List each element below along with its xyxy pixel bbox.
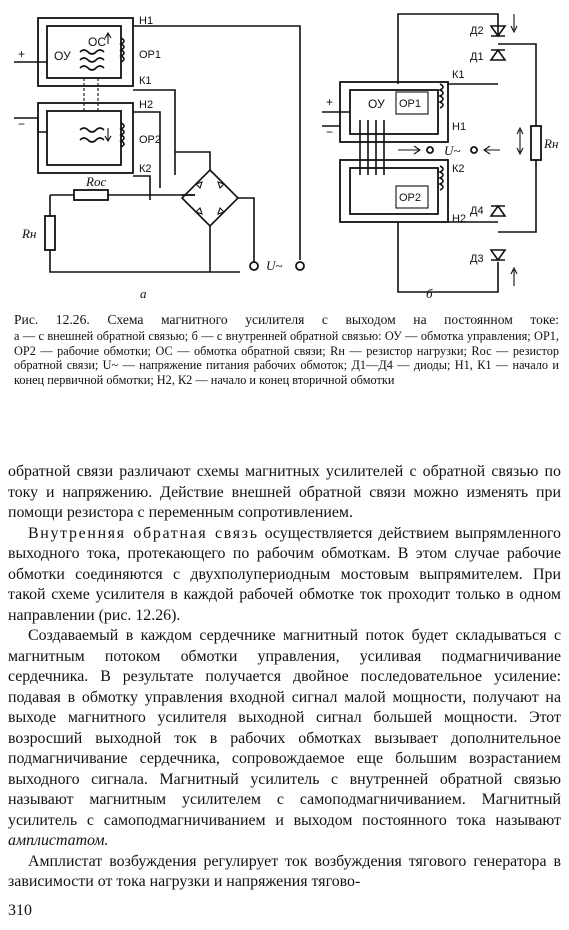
label-op2-a: ОР2 bbox=[139, 134, 162, 146]
circuit-diagrams bbox=[0, 0, 569, 310]
caption-lead: Рис. 12.26. Схема магнитного усилителя с выходом на постоянном токе: bbox=[14, 312, 559, 327]
input-minus-b: − bbox=[326, 125, 334, 139]
bridge-rectifier bbox=[182, 170, 238, 226]
paragraph-1: обратной связи различают схемы магнитных усилителей с обратной связью по току и напряжению. Действие внешней обратной связи можно изменять при помощи резистора с переменным сопротивлением. bbox=[8, 463, 561, 521]
resistor-rn-b bbox=[531, 126, 541, 160]
resistor-roc bbox=[74, 190, 108, 200]
core-window-b2 bbox=[350, 168, 438, 214]
term-internal-feedback: Внутренняя обратная связь bbox=[28, 524, 259, 542]
label-u-b: U~ bbox=[444, 143, 461, 158]
label-n2-a: Н2 bbox=[139, 99, 154, 111]
label-op1-b: ОР1 bbox=[399, 98, 422, 110]
input-plus-b: + bbox=[326, 95, 334, 109]
label-n1-a: Н1 bbox=[139, 15, 154, 27]
paragraph-2-rest: осуществляется действием выпрямленного выходного тока, протекающего по рабочим обмоткам. В этом случае рабочие обмотки соединяются с двухполупериодным мостовым выпрямителем. При такой схеме усилителя в каждой рабочей обмотке ток проходит только в одном направлении (рис. 12.26). bbox=[8, 524, 561, 624]
label-os-a: ОС bbox=[88, 35, 106, 49]
figure-12-26 bbox=[0, 0, 569, 310]
panel-letter-b: б bbox=[426, 286, 433, 301]
label-h1-b: Н1 bbox=[452, 121, 467, 133]
label-rn-b: Rн bbox=[544, 136, 559, 151]
figure-caption bbox=[14, 311, 559, 388]
label-d3-b: Д3 bbox=[470, 253, 484, 265]
input-minus-a: − bbox=[18, 117, 26, 131]
resistor-rn-a bbox=[45, 216, 55, 250]
label-d4-b: Д4 bbox=[470, 205, 484, 217]
label-u-a: U~ bbox=[266, 258, 283, 273]
label-ou-b: ОУ bbox=[368, 97, 385, 111]
paragraph-4: Амплистат возбуждения регулирует ток возбуждения тягового генератора в зависимости от тока нагрузки и напряжения тягово- bbox=[8, 852, 561, 890]
label-k1-b: К1 bbox=[452, 69, 465, 81]
label-d1-b: Д1 bbox=[470, 51, 484, 63]
label-k2-a: К2 bbox=[139, 163, 152, 175]
label-op2-b: ОР2 bbox=[399, 192, 422, 204]
label-rn-a: Rн bbox=[22, 226, 37, 241]
label-k1-a: К1 bbox=[139, 75, 152, 87]
label-ou-a: ОУ bbox=[54, 49, 71, 63]
input-plus-a: + bbox=[18, 47, 26, 61]
paragraph-2 bbox=[8, 524, 561, 627]
term-amplistat: амплистатом. bbox=[8, 832, 109, 849]
label-d2-b: Д2 bbox=[470, 25, 484, 37]
label-op1-a: ОР1 bbox=[139, 49, 162, 61]
body-text bbox=[8, 462, 561, 893]
caption-body: а — с внешней обратной связью; б — с внутренней обратной связью: ОУ — обмотка управления; ОР1, ОР2 — рабочие обмотки; ОС — обмотка обратной связи; Rн — резистор нагрузки; Rос — резистор обратной связи; U~ — напряжение питания рабочих обмоток; Д1—Д4 — диоды; Н1, К1 — начало и конец первичной обмотки; Н2, К2 — начало и конец вторичной обмотки bbox=[14, 329, 559, 388]
core-window-b1 bbox=[350, 90, 438, 134]
paragraph-3 bbox=[8, 626, 561, 852]
page-number: 310 bbox=[8, 902, 32, 919]
diagram-b bbox=[322, 14, 558, 301]
panel-letter-a: а bbox=[140, 286, 147, 301]
paragraph-3-text: Создаваемый в каждом сердечнике магнитный поток будет складываться с магнитным потоком обмотки управления, усиливая подмагничивание сердечника. В результате получается двойное последовательное усиление: подавая в обмотку управления входной сигнал малой мощности, получают на выходе магнитного усилителя выходной сигнал большей мощности. Этот возросший выходной ток в рабочих обмотках вызывает дополнительное подмагничивание сердечника, сопровождаемое еще большим возрастанием выходного сигнала. Магнитный усилитель с внутренней обратной связью называют магнитным усилителем с самоподмагничиванием. Магнитный усилитель с самоподмагничиванием и выходом постоянного тока называют bbox=[8, 627, 561, 829]
label-h2-b: Н2 bbox=[452, 213, 467, 225]
label-roc-a: Rос bbox=[86, 174, 107, 189]
label-k2-b: К2 bbox=[452, 163, 465, 175]
diagram-a bbox=[14, 15, 304, 301]
